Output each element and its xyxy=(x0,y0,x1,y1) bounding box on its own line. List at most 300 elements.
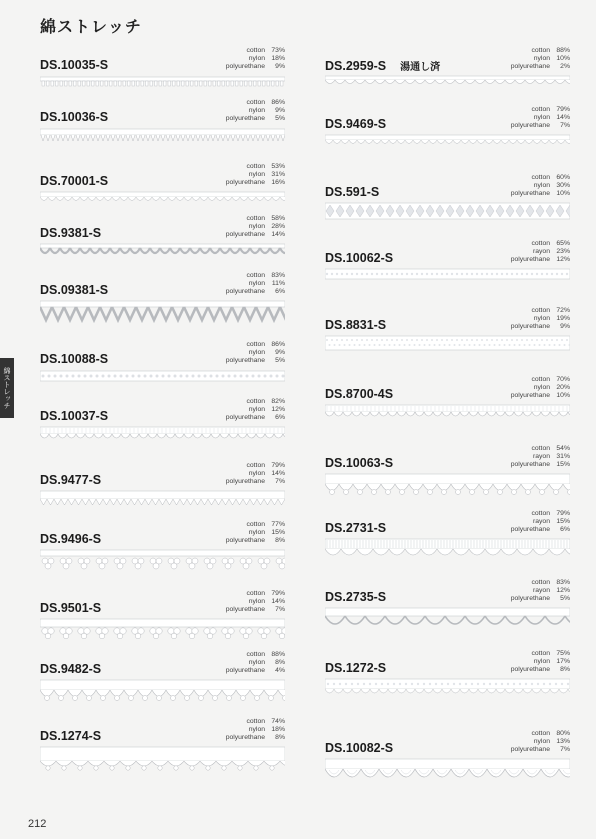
lace-swatch-image xyxy=(40,243,285,271)
material-percent: 8% xyxy=(275,537,285,544)
composition-row xyxy=(226,179,285,187)
material-percent: 9% xyxy=(560,323,570,330)
material-percent: 10% xyxy=(556,55,570,62)
composition-row xyxy=(511,445,570,453)
composition-row xyxy=(226,171,285,179)
composition-row xyxy=(511,746,570,754)
product-code xyxy=(40,662,101,676)
material-percent: 31% xyxy=(556,453,570,460)
material-percent: 2% xyxy=(560,63,570,70)
material-name: cotton xyxy=(531,240,550,247)
material-name: cotton xyxy=(246,718,265,725)
material-percent: 17% xyxy=(556,658,570,665)
composition-row xyxy=(511,55,570,63)
lace-swatch-image xyxy=(325,404,570,432)
material-percent: 5% xyxy=(560,595,570,602)
material-percent: 82% xyxy=(271,398,285,405)
material-name: polyurethane xyxy=(510,666,550,673)
product-code-text: DS.591-S xyxy=(325,185,380,199)
material-percent: 65% xyxy=(556,240,570,247)
composition-row xyxy=(226,414,285,422)
material-percent: 14% xyxy=(271,598,285,605)
product-code xyxy=(40,110,108,124)
material-percent: 88% xyxy=(556,47,570,54)
material-percent: 28% xyxy=(271,223,285,230)
material-name: polyurethane xyxy=(510,392,550,399)
side-tab: 綿ストレッチ xyxy=(0,358,14,418)
material-percent: 74% xyxy=(271,718,285,725)
composition-row xyxy=(511,376,570,384)
material-percent: 23% xyxy=(556,248,570,255)
product-code xyxy=(40,532,101,546)
composition-row xyxy=(511,182,570,190)
material-percent: 15% xyxy=(271,529,285,536)
material-percent: 13% xyxy=(556,738,570,745)
material-name: nylon xyxy=(248,349,265,356)
composition-row xyxy=(226,223,285,231)
product-code-text: DS.70001-S xyxy=(40,174,109,188)
material-name: polyurethane xyxy=(510,526,550,533)
composition-list xyxy=(511,47,570,71)
material-percent: 20% xyxy=(556,384,570,391)
composition-list xyxy=(511,510,570,534)
material-percent: 12% xyxy=(556,587,570,594)
composition-row xyxy=(511,453,570,461)
material-percent: 5% xyxy=(275,115,285,122)
composition-row xyxy=(226,272,285,280)
page-title: 綿ストレッチ xyxy=(40,19,142,36)
composition-row xyxy=(511,256,570,264)
material-percent: 31% xyxy=(271,171,285,178)
composition-row xyxy=(511,307,570,315)
product-entry xyxy=(40,163,285,223)
product-code xyxy=(40,174,108,188)
material-percent: 73% xyxy=(271,47,285,54)
material-percent: 10% xyxy=(556,190,570,197)
product-code xyxy=(325,58,440,73)
material-percent: 7% xyxy=(560,122,570,129)
lace-swatch-image xyxy=(325,134,570,162)
product-code xyxy=(325,521,386,535)
composition-row xyxy=(511,248,570,256)
product-entry xyxy=(325,579,570,639)
product-code xyxy=(40,226,101,240)
composition-row xyxy=(511,650,570,658)
lace-swatch-image xyxy=(40,490,285,518)
product-code-text: DS.10063-S xyxy=(325,456,394,470)
material-name: polyurethane xyxy=(510,190,550,197)
composition-list xyxy=(226,398,285,422)
composition-row xyxy=(226,288,285,296)
material-name: nylon xyxy=(248,107,265,114)
composition-row xyxy=(511,190,570,198)
composition-row xyxy=(226,115,285,123)
composition-row xyxy=(511,587,570,595)
material-percent: 14% xyxy=(271,231,285,238)
material-percent: 54% xyxy=(556,445,570,452)
material-percent: 60% xyxy=(556,174,570,181)
material-percent: 53% xyxy=(271,163,285,170)
product-code xyxy=(40,352,108,366)
product-entry xyxy=(40,651,285,711)
material-name: nylon xyxy=(248,529,265,536)
product-code xyxy=(325,456,393,470)
product-entry xyxy=(40,215,285,275)
material-name: rayon xyxy=(532,518,550,525)
material-name: polyurethane xyxy=(225,231,265,238)
material-name: nylon xyxy=(248,406,265,413)
composition-row xyxy=(511,738,570,746)
composition-row xyxy=(511,63,570,71)
product-code xyxy=(325,117,386,131)
product-code-text: DS.10088-S xyxy=(40,352,109,366)
material-name: cotton xyxy=(246,163,265,170)
composition-row xyxy=(226,667,285,675)
composition-row xyxy=(511,579,570,587)
material-name: cotton xyxy=(531,47,550,54)
composition-row xyxy=(511,122,570,130)
material-name: polyurethane xyxy=(225,537,265,544)
composition-row xyxy=(226,357,285,365)
lace-swatch-image xyxy=(325,335,570,363)
material-name: nylon xyxy=(248,171,265,178)
material-name: nylon xyxy=(248,223,265,230)
material-name: polyurethane xyxy=(225,179,265,186)
composition-row xyxy=(226,537,285,545)
material-name: cotton xyxy=(531,307,550,314)
lace-swatch-image xyxy=(325,758,570,786)
material-percent: 15% xyxy=(556,518,570,525)
composition-row xyxy=(511,384,570,392)
lace-swatch-image xyxy=(40,746,285,774)
lace-swatch-image xyxy=(325,473,570,501)
composition-list xyxy=(511,307,570,331)
composition-row xyxy=(511,392,570,400)
material-percent: 79% xyxy=(271,462,285,469)
composition-row xyxy=(226,726,285,734)
product-code xyxy=(40,409,108,423)
material-name: polyurethane xyxy=(225,288,265,295)
composition-row xyxy=(226,398,285,406)
material-name: nylon xyxy=(533,658,550,665)
lace-swatch-image xyxy=(325,607,570,635)
material-name: nylon xyxy=(533,384,550,391)
composition-row xyxy=(511,315,570,323)
material-percent: 10% xyxy=(556,392,570,399)
composition-list xyxy=(226,651,285,675)
material-name: cotton xyxy=(531,579,550,586)
product-code xyxy=(40,283,108,297)
composition-list xyxy=(226,163,285,187)
product-note: 湯通し済 xyxy=(400,62,441,73)
composition-row xyxy=(226,163,285,171)
material-name: nylon xyxy=(533,55,550,62)
material-percent: 79% xyxy=(556,510,570,517)
composition-row xyxy=(226,55,285,63)
composition-list xyxy=(226,47,285,71)
material-name: cotton xyxy=(246,590,265,597)
material-percent: 80% xyxy=(556,730,570,737)
material-percent: 5% xyxy=(275,357,285,364)
material-percent: 72% xyxy=(556,307,570,314)
composition-row xyxy=(226,406,285,414)
material-name: polyurethane xyxy=(510,256,550,263)
composition-list xyxy=(226,341,285,365)
material-name: nylon xyxy=(248,470,265,477)
composition-row xyxy=(511,658,570,666)
product-code xyxy=(325,251,393,265)
material-percent: 18% xyxy=(271,726,285,733)
material-percent: 75% xyxy=(556,650,570,657)
material-name: cotton xyxy=(531,445,550,452)
material-name: cotton xyxy=(246,462,265,469)
composition-row xyxy=(226,215,285,223)
composition-row xyxy=(226,107,285,115)
product-code xyxy=(325,387,393,401)
composition-list xyxy=(511,106,570,130)
material-percent: 11% xyxy=(271,280,285,287)
composition-row xyxy=(226,280,285,288)
material-name: cotton xyxy=(531,376,550,383)
product-entry xyxy=(40,341,285,401)
lace-swatch-image xyxy=(325,75,570,103)
product-code-text: DS.8700-4S xyxy=(325,387,394,401)
lace-swatch-image xyxy=(325,202,570,230)
composition-row xyxy=(226,598,285,606)
material-name: polyurethane xyxy=(510,122,550,129)
product-code-text: DS.9496-S xyxy=(40,532,102,546)
material-percent: 7% xyxy=(560,746,570,753)
composition-row xyxy=(226,63,285,71)
material-name: polyurethane xyxy=(510,595,550,602)
material-name: nylon xyxy=(533,182,550,189)
product-entry xyxy=(325,240,570,300)
lace-swatch-image xyxy=(325,268,570,296)
product-code xyxy=(325,661,386,675)
material-name: cotton xyxy=(246,47,265,54)
product-entry xyxy=(40,521,285,581)
product-code-text: DS.2959-S xyxy=(325,59,387,73)
composition-row xyxy=(511,240,570,248)
composition-list xyxy=(226,272,285,296)
lace-swatch-image xyxy=(40,618,285,646)
product-code xyxy=(40,58,108,72)
composition-list xyxy=(511,445,570,469)
composition-row xyxy=(226,470,285,478)
product-code-text: DS.10062-S xyxy=(325,251,394,265)
material-percent: 8% xyxy=(275,734,285,741)
material-percent: 8% xyxy=(560,666,570,673)
composition-list xyxy=(226,718,285,742)
material-name: rayon xyxy=(532,453,550,460)
product-code-text: DS.10037-S xyxy=(40,409,109,423)
lace-swatch-image xyxy=(40,300,285,328)
material-name: polyurethane xyxy=(225,63,265,70)
product-entry xyxy=(325,445,570,505)
lace-swatch-image xyxy=(325,678,570,706)
composition-list xyxy=(226,462,285,486)
material-name: polyurethane xyxy=(510,323,550,330)
composition-row xyxy=(511,510,570,518)
product-entry xyxy=(325,174,570,234)
material-name: nylon xyxy=(533,114,550,121)
material-name: polyurethane xyxy=(510,461,550,468)
lace-swatch-image xyxy=(40,679,285,707)
material-name: nylon xyxy=(248,598,265,605)
material-percent: 16% xyxy=(271,179,285,186)
material-percent: 83% xyxy=(271,272,285,279)
product-entry xyxy=(40,398,285,458)
product-code-text: DS.2735-S xyxy=(325,590,387,604)
composition-row xyxy=(226,521,285,529)
material-name: cotton xyxy=(531,510,550,517)
composition-list xyxy=(511,650,570,674)
material-percent: 9% xyxy=(275,107,285,114)
material-percent: 58% xyxy=(271,215,285,222)
material-name: polyurethane xyxy=(225,478,265,485)
product-code xyxy=(40,601,101,615)
product-code-text: DS.09381-S xyxy=(40,283,109,297)
material-percent: 77% xyxy=(271,521,285,528)
product-code-text: DS.10036-S xyxy=(40,110,109,124)
composition-list xyxy=(226,215,285,239)
composition-row xyxy=(511,461,570,469)
material-percent: 18% xyxy=(271,55,285,62)
product-code xyxy=(325,590,386,604)
page-number: 212 xyxy=(28,818,47,830)
material-percent: 14% xyxy=(271,470,285,477)
composition-row xyxy=(511,106,570,114)
material-percent: 30% xyxy=(556,182,570,189)
product-code-text: DS.9477-S xyxy=(40,473,102,487)
product-entry xyxy=(325,47,570,107)
material-name: cotton xyxy=(531,650,550,657)
composition-row xyxy=(226,718,285,726)
material-percent: 6% xyxy=(560,526,570,533)
lace-swatch-image xyxy=(40,369,285,397)
product-code-text: DS.8831-S xyxy=(325,318,387,332)
material-name: cotton xyxy=(246,521,265,528)
composition-row xyxy=(511,323,570,331)
material-name: nylon xyxy=(533,738,550,745)
material-percent: 83% xyxy=(556,579,570,586)
composition-list xyxy=(226,99,285,123)
material-name: polyurethane xyxy=(510,63,550,70)
product-entry xyxy=(325,510,570,570)
material-name: nylon xyxy=(248,726,265,733)
material-name: cotton xyxy=(246,99,265,106)
product-code xyxy=(325,741,393,755)
product-entry xyxy=(325,730,570,790)
material-name: nylon xyxy=(248,659,265,666)
composition-list xyxy=(226,590,285,614)
product-code-text: DS.10082-S xyxy=(325,741,394,755)
material-percent: 6% xyxy=(275,288,285,295)
composition-row xyxy=(511,47,570,55)
composition-row xyxy=(511,526,570,534)
product-code-text: DS.10035-S xyxy=(40,58,109,72)
product-entry xyxy=(40,272,285,332)
product-code xyxy=(40,729,101,743)
material-name: nylon xyxy=(533,315,550,322)
composition-row xyxy=(226,651,285,659)
material-name: cotton xyxy=(246,398,265,405)
composition-row xyxy=(511,114,570,122)
product-code-text: DS.2731-S xyxy=(325,521,387,535)
composition-row xyxy=(511,666,570,674)
material-percent: 8% xyxy=(275,659,285,666)
product-code-text: DS.1274-S xyxy=(40,729,102,743)
product-entry xyxy=(325,307,570,367)
composition-row xyxy=(226,47,285,55)
material-name: polyurethane xyxy=(225,734,265,741)
material-name: cotton xyxy=(531,106,550,113)
material-percent: 70% xyxy=(556,376,570,383)
product-entry xyxy=(325,650,570,710)
material-name: cotton xyxy=(246,341,265,348)
lace-swatch-image xyxy=(325,538,570,566)
material-percent: 14% xyxy=(556,114,570,121)
material-percent: 15% xyxy=(556,461,570,468)
material-percent: 4% xyxy=(275,667,285,674)
material-name: polyurethane xyxy=(225,667,265,674)
material-name: cotton xyxy=(246,651,265,658)
material-name: cotton xyxy=(246,215,265,222)
material-name: cotton xyxy=(531,174,550,181)
composition-row xyxy=(226,590,285,598)
material-name: polyurethane xyxy=(510,746,550,753)
material-name: polyurethane xyxy=(225,606,265,613)
material-percent: 79% xyxy=(271,590,285,597)
composition-row xyxy=(226,99,285,107)
material-name: polyurethane xyxy=(225,414,265,421)
composition-row xyxy=(511,174,570,182)
composition-row xyxy=(511,518,570,526)
product-code xyxy=(40,473,101,487)
material-percent: 12% xyxy=(556,256,570,263)
product-entry xyxy=(325,376,570,436)
lace-swatch-image xyxy=(40,426,285,454)
material-percent: 12% xyxy=(271,406,285,413)
composition-row xyxy=(226,659,285,667)
material-name: rayon xyxy=(532,587,550,594)
material-name: polyurethane xyxy=(225,357,265,364)
product-code-text: DS.9381-S xyxy=(40,226,102,240)
product-entry xyxy=(40,47,285,107)
material-percent: 7% xyxy=(275,478,285,485)
product-code-text: DS.9469-S xyxy=(325,117,387,131)
composition-row xyxy=(511,730,570,738)
product-entry xyxy=(40,462,285,522)
material-name: cotton xyxy=(246,272,265,279)
lace-swatch-image xyxy=(40,549,285,577)
material-name: rayon xyxy=(532,248,550,255)
composition-row xyxy=(226,231,285,239)
composition-list xyxy=(511,579,570,603)
product-code-text: DS.9501-S xyxy=(40,601,102,615)
material-percent: 9% xyxy=(275,63,285,70)
composition-row xyxy=(511,595,570,603)
material-percent: 79% xyxy=(556,106,570,113)
composition-list xyxy=(511,240,570,264)
product-code xyxy=(325,185,379,199)
material-name: nylon xyxy=(248,55,265,62)
product-code xyxy=(325,318,386,332)
composition-row xyxy=(226,462,285,470)
lace-swatch-image xyxy=(40,127,285,155)
material-percent: 6% xyxy=(275,414,285,421)
product-code-text: DS.1272-S xyxy=(325,661,387,675)
